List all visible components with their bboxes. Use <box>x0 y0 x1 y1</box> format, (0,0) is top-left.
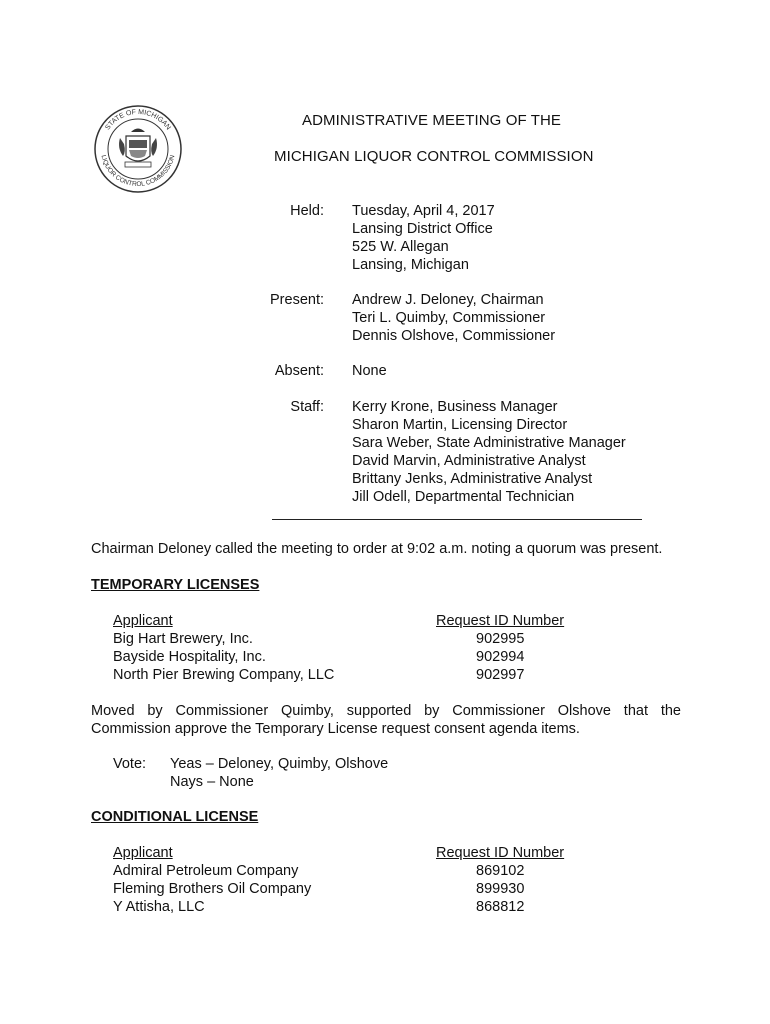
present-line: Dennis Olshove, Commissioner <box>352 328 556 344</box>
held-label: Held: <box>290 203 324 219</box>
present-line: Teri L. Quimby, Commissioner <box>352 310 546 326</box>
table-row <box>476 862 524 916</box>
staff-line: David Marvin, Administrative Analyst <box>352 453 586 469</box>
cond-applicant-header: Applicant <box>113 845 173 861</box>
applicant-name: Y Attisha, LLC <box>113 899 205 915</box>
vote-nays: Nays – None <box>170 774 254 790</box>
applicant-name: Bayside Hospitality, Inc. <box>113 649 266 665</box>
staff-line: Kerry Krone, Business Manager <box>352 399 558 415</box>
temp-id-header: Request ID Number <box>436 613 565 629</box>
staff-line: Jill Odell, Departmental Technician <box>352 489 575 505</box>
commission-seal <box>93 104 183 194</box>
absent-value: None <box>352 363 387 379</box>
request-id: 902997 <box>476 667 525 683</box>
call-to-order: Chairman Deloney called the meeting to order at 9:02 a.m. noting a quorum was present. <box>91 541 663 557</box>
vote-block <box>170 755 388 791</box>
present-block <box>352 291 555 345</box>
table-row <box>113 630 334 684</box>
staff-block <box>352 398 626 506</box>
title-line-1: ADMINISTRATIVE MEETING OF THE <box>302 112 562 129</box>
present-label: Present: <box>270 292 324 308</box>
table-row <box>476 630 524 684</box>
held-line: Lansing, Michigan <box>352 257 469 273</box>
request-id: 899930 <box>476 881 525 897</box>
staff-line: Sara Weber, State Administrative Manager <box>352 435 626 451</box>
applicant-name: Big Hart Brewery, Inc. <box>113 631 253 647</box>
seal-top-text: STATE OF MICHIGAN <box>104 108 172 132</box>
staff-line: Brittany Jenks, Administrative Analyst <box>352 471 593 487</box>
temporary-licenses-heading: TEMPORARY LICENSES <box>91 577 260 593</box>
title-line-2: MICHIGAN LIQUOR CONTROL COMMISSION <box>274 148 594 165</box>
conditional-license-heading: CONDITIONAL LICENSE <box>91 809 259 825</box>
applicant-name: Admiral Petroleum Company <box>113 863 299 879</box>
request-id: 869102 <box>476 863 525 879</box>
absent-label: Absent: <box>274 363 324 379</box>
request-id: 902995 <box>476 631 525 647</box>
present-line: Andrew J. Deloney, Chairman <box>352 292 544 308</box>
cond-id-header: Request ID Number <box>436 845 565 861</box>
staff-label: Staff: <box>290 399 324 415</box>
held-line: 525 W. Allegan <box>352 239 449 255</box>
temp-applicant-header: Applicant <box>113 613 173 629</box>
request-id: 902994 <box>476 649 525 665</box>
applicant-name: Fleming Brothers Oil Company <box>113 881 312 897</box>
held-line: Lansing District Office <box>352 221 493 237</box>
request-id: 868812 <box>476 899 525 915</box>
divider <box>272 519 642 520</box>
applicant-name: North Pier Brewing Company, LLC <box>113 667 335 683</box>
motion-text: Moved by Commissioner Quimby, supported by Commissioner Olshove that the Commission approve the Temporary License request consent agenda items. <box>91 703 681 737</box>
vote-label: Vote: <box>113 756 147 772</box>
held-line: Tuesday, April 4, 2017 <box>352 203 495 219</box>
vote-yeas: Yeas – Deloney, Quimby, Olshove <box>170 756 389 772</box>
held-block <box>352 202 495 274</box>
seal-bottom-text: LIQUOR CONTROL COMMISSION <box>99 154 177 189</box>
table-row <box>113 862 311 916</box>
staff-line: Sharon Martin, Licensing Director <box>352 417 568 433</box>
